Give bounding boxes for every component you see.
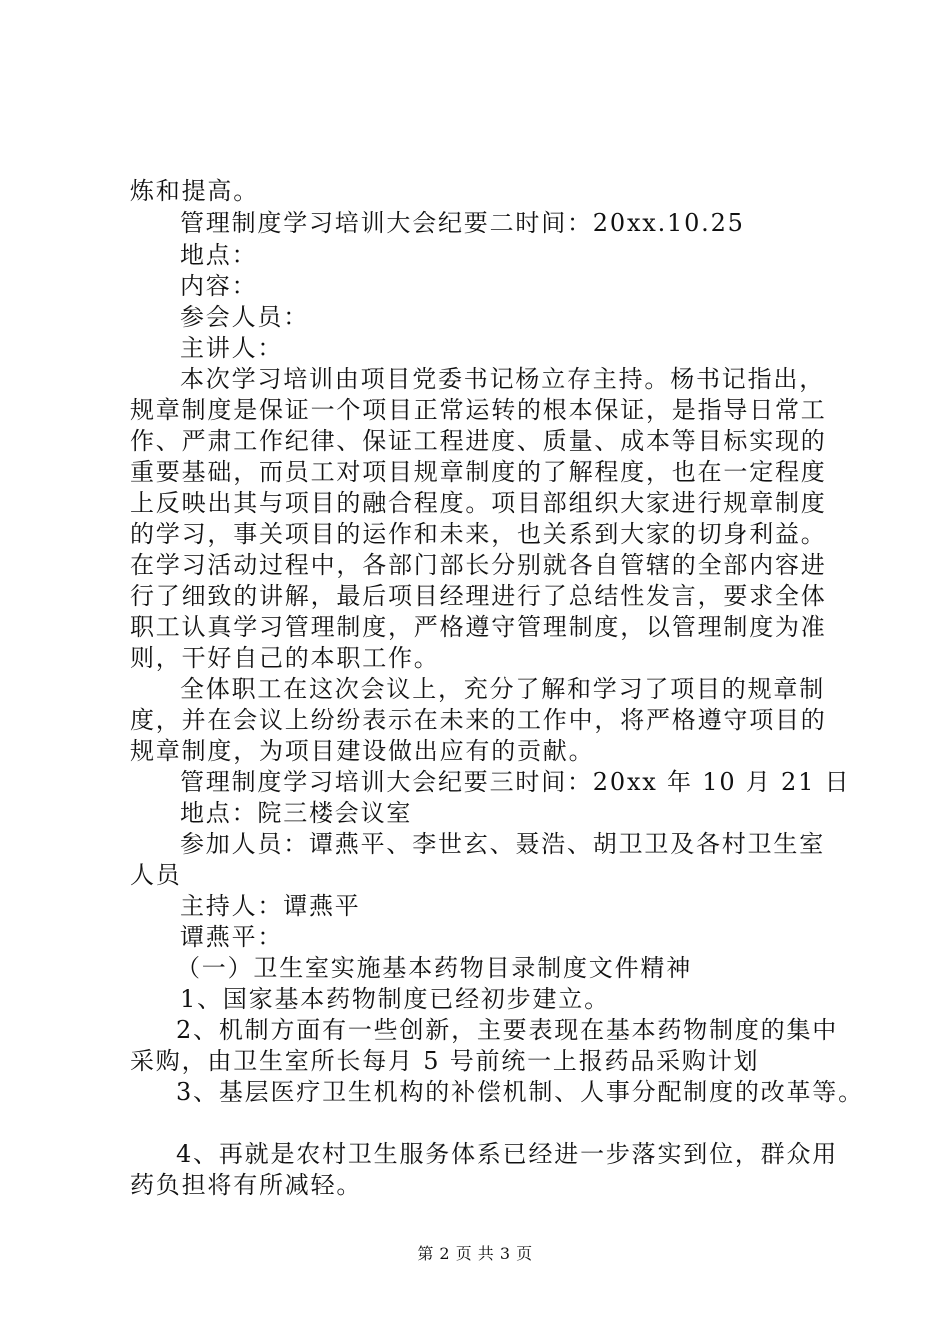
content-label: 内容： <box>180 272 258 300</box>
text-line: 炼和提高。 <box>130 177 259 205</box>
text-line: 规章制度，为项目建设做出应有的贡献。 <box>130 737 595 765</box>
list-item: 1、国家基本药物制度已经初步建立。 <box>180 985 610 1013</box>
text-line: 作、严肃工作纪律、保证工程进度、质量、成本等目标实现的 <box>130 427 827 455</box>
list-item: 2、机制方面有一些创新，主要表现在基本药物制度的集中 <box>176 1016 839 1044</box>
text-line: 本次学习培训由项目党委书记杨立存主持。杨书记指出， <box>180 365 825 393</box>
attendees-label: 参会人员： <box>180 303 309 331</box>
text-line: 上反映出其与项目的融合程度。项目部组织大家进行规章制度 <box>130 489 827 517</box>
text-line: 的学习，事关项目的运作和未来，也关系到大家的切身利益。 <box>130 520 827 548</box>
text-line: 则，干好自己的本职工作。 <box>130 644 440 672</box>
text-line: 职工认真学习管理制度，严格遵守管理制度，以管理制度为准 <box>130 613 827 641</box>
page-footer: 第 2 页 共 3 页 <box>417 1244 533 1263</box>
speaker-label: 主讲人： <box>180 334 284 362</box>
text-line: 在学习活动过程中，各部门部长分别就各自管辖的全部内容进 <box>130 551 827 579</box>
text-line: 药负担将有所减轻。 <box>130 1171 363 1199</box>
meeting-three-heading: 管理制度学习培训大会纪要三时间：20xx 年 10 月 21 日 <box>180 768 851 796</box>
text-line: 行了细致的讲解，最后项目经理进行了总结性发言，要求全体 <box>130 582 827 610</box>
text-line: 采购，由卫生室所长每月 5 号前统一上报药品采购计划 <box>130 1047 760 1075</box>
list-item: 4、再就是农村卫生服务体系已经进一步落实到位，群众用 <box>176 1140 839 1168</box>
section-heading: （一）卫生室实施基本药物目录制度文件精神 <box>176 954 692 982</box>
location-line: 地点：院三楼会议室 <box>180 799 413 827</box>
list-item: 3、基层医疗卫生机构的补偿机制、人事分配制度的改革等。 <box>176 1078 864 1106</box>
text-line: 人员 <box>130 861 182 889</box>
speaker-line: 谭燕平： <box>180 923 284 951</box>
participants-line: 参加人员：谭燕平、李世玄、聂浩、胡卫卫及各村卫生室 <box>180 830 825 858</box>
host-line: 主持人：谭燕平 <box>180 892 361 920</box>
text-line: 重要基础，而员工对项目规章制度的了解程度，也在一定程度 <box>130 458 827 486</box>
meeting-two-heading: 管理制度学习培训大会纪要二时间：20xx.10.25 <box>180 209 745 237</box>
location-label: 地点： <box>180 241 258 269</box>
text-line: 规章制度是保证一个项目正常运转的根本保证，是指导日常工 <box>130 396 827 424</box>
text-line: 度，并在会议上纷纷表示在未来的工作中，将严格遵守项目的 <box>130 706 827 734</box>
text-line: 全体职工在这次会议上，充分了解和学习了项目的规章制 <box>180 675 825 703</box>
